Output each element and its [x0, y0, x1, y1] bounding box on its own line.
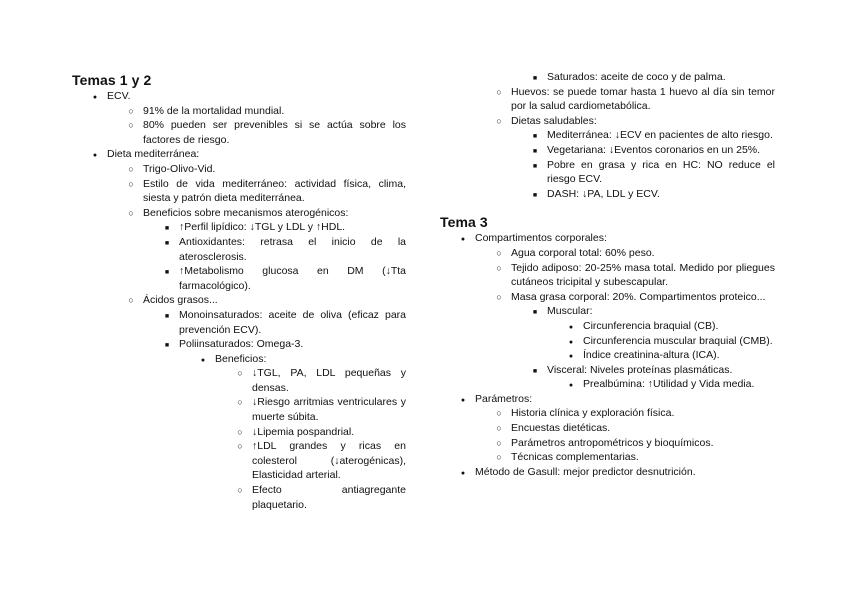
bullet-icon	[161, 264, 173, 281]
outline-item-text: Dietas saludables:	[511, 114, 597, 127]
outline-item-text: Pobre en grasa y rica en HC: NO reduce el riesgo ECV.	[547, 158, 775, 186]
outline-item-text: DASH: ↓PA, LDL y ECV.	[547, 187, 660, 200]
outline-item-level-2	[440, 436, 775, 451]
outline-item-level-3	[440, 158, 775, 187]
outline-item-text: Método de Gasull: mejor predictor desnutrición.	[475, 465, 696, 478]
outline-item-level-2	[440, 114, 775, 129]
outline-item-level-3	[440, 143, 775, 158]
bullet-icon	[457, 465, 469, 482]
outline-item-level-4	[440, 348, 775, 363]
bullet-icon	[493, 436, 505, 451]
bullet-icon	[493, 421, 505, 436]
outline-item-level-1	[72, 147, 406, 162]
outline-item-text: Parámetros:	[475, 392, 533, 405]
outline-item-text: Muscular:	[547, 305, 593, 318]
outline-item-level-3	[440, 363, 775, 378]
bullet-icon	[529, 187, 541, 204]
bullet-icon	[493, 406, 505, 421]
bullet-icon	[493, 450, 505, 465]
outline-item-level-3	[440, 70, 775, 85]
bullet-icon	[125, 293, 137, 308]
outline-item-text: Beneficios:	[215, 352, 267, 365]
outline-item-level-2	[72, 104, 406, 119]
left-outline-list	[72, 89, 406, 512]
outline-item-level-1	[440, 231, 775, 246]
outline-item-text: Saturados: aceite de coco y de palma.	[547, 71, 726, 83]
outline-item-text: Estilo de vida mediterráneo: actividad física, clima, siesta y patrón dieta mediterránea.	[143, 177, 406, 205]
outline-item-text: Prealbúmina: ↑Utilidad y Vida media.	[583, 378, 755, 391]
outline-item-text: ↑Perfil lipídico: ↓TGL y LDL y ↑HDL.	[179, 221, 346, 234]
outline-item-text: Circunferencia braquial (CB).	[583, 319, 719, 332]
bullet-icon	[125, 162, 137, 177]
outline-item-level-3	[72, 337, 406, 352]
outline-item-level-4	[72, 352, 406, 367]
outline-item-level-2	[440, 246, 775, 261]
outline-item-level-2	[440, 290, 775, 305]
outline-item-text: Mediterránea: ↓ECV en pacientes de alto riesgo.	[547, 129, 773, 142]
outline-item-text: Huevos: se puede tomar hasta 1 huevo al día sin temor por la salud cardiometabólica.	[511, 85, 775, 113]
outline-item-text: Parámetros antropométricos y bioquímicos.	[511, 436, 714, 449]
bullet-icon	[161, 235, 173, 252]
right-outline-list-continued	[440, 70, 775, 201]
outline-item-text: Dieta mediterránea:	[107, 148, 200, 161]
bullet-icon	[234, 439, 246, 454]
right-outline-list-tema-3	[440, 231, 775, 479]
outline-item-level-2	[72, 177, 406, 206]
outline-item-level-4	[440, 334, 775, 349]
bullet-icon	[234, 425, 246, 440]
outline-item-level-5	[72, 366, 406, 395]
outline-item-level-5	[72, 439, 406, 483]
right-column	[440, 70, 775, 479]
outline-item-text: ↑Metabolismo glucosa en DM (↓Tta farmacológico).	[179, 265, 406, 292]
outline-item-level-2	[440, 406, 775, 421]
outline-item-text: Índice creatinina-altura (ICA).	[583, 349, 720, 362]
outline-item-text: Trigo-Olivo-Vid.	[143, 162, 216, 175]
bullet-icon	[493, 85, 505, 100]
outline-item-level-4	[440, 377, 775, 392]
outline-item-text: ↓TGL, PA, LDL pequeñas y densas.	[252, 367, 406, 394]
bullet-icon	[493, 246, 505, 261]
outline-item-level-2	[440, 450, 775, 465]
bullet-icon	[234, 366, 246, 381]
bullet-icon	[493, 261, 505, 276]
outline-item-level-3	[72, 235, 406, 264]
bullet-icon	[493, 114, 505, 129]
outline-item-text: Masa grasa corporal: 20%. Compartimentos proteico...	[511, 290, 766, 303]
outline-item-level-2	[440, 421, 775, 436]
outline-item-level-1	[440, 465, 775, 480]
outline-item-level-5	[72, 425, 406, 440]
outline-item-text: ↓Lipemia pospandrial.	[252, 425, 355, 438]
outline-item-text: Ácidos grasos...	[143, 294, 218, 307]
outline-item-level-1	[72, 89, 406, 104]
bullet-icon	[234, 395, 246, 410]
outline-item-text: ↑LDL grandes y ricas en colesterol (↓aterogénicas), Elasticidad arterial.	[252, 440, 406, 482]
outline-item-level-2	[440, 85, 775, 114]
bullet-icon	[161, 308, 173, 325]
bullet-icon	[529, 158, 541, 175]
outline-item-level-2	[72, 162, 406, 177]
outline-item-level-3	[72, 308, 406, 337]
outline-item-level-2	[440, 261, 775, 290]
outline-item-level-4	[440, 319, 775, 334]
outline-item-level-2	[72, 118, 406, 147]
outline-item-level-5	[72, 395, 406, 424]
outline-item-text: Poliinsaturados: Omega-3.	[179, 338, 304, 351]
bullet-icon	[125, 206, 137, 221]
outline-item-text: Monoinsaturados: aceite de oliva (eficaz para prevención ECV).	[179, 308, 406, 336]
outline-item-text: Efecto antiagregante plaquetario.	[252, 484, 406, 511]
outline-item-level-2	[72, 206, 406, 221]
outline-item-level-1	[440, 392, 775, 407]
section-title-temas-1-2: Temas 1 y 2	[72, 72, 152, 88]
outline-item-text: Técnicas complementarias.	[511, 451, 639, 464]
bullet-icon	[125, 118, 137, 133]
outline-item-level-5	[72, 483, 406, 512]
outline-item-text: Circunferencia muscular braquial (CMB).	[583, 334, 773, 347]
outline-item-level-3	[72, 264, 406, 293]
outline-item-level-3	[440, 304, 775, 319]
section-title-tema-3: Tema 3	[440, 214, 488, 231]
bullet-icon	[493, 290, 505, 305]
outline-item-text: Tejido adiposo: 20-25% masa total. Medido por pliegues cutáneos tricipital y subescapular.	[511, 261, 775, 289]
outline-item-text: Antioxidantes: retrasa el inicio de la aterosclerosis.	[179, 235, 406, 263]
bullet-icon	[125, 104, 137, 119]
outline-item-text: Agua corporal total: 60% peso.	[511, 246, 655, 259]
outline-item-text: 91% de la mortalidad mundial.	[143, 104, 285, 117]
outline-item-text: Compartimentos corporales:	[475, 232, 607, 245]
outline-item-level-3	[440, 187, 775, 202]
outline-item-level-3	[440, 128, 775, 143]
outline-item-text: Visceral: Niveles proteínas plasmáticas.	[547, 363, 733, 376]
outline-item-text: Encuestas dietéticas.	[511, 422, 611, 435]
outline-item-text: Vegetariana: ↓Eventos coronarios en un 25%.	[547, 143, 761, 156]
left-column	[72, 71, 406, 512]
outline-item-text: 80% pueden ser prevenibles si se actúa sobre los factores de riesgo.	[143, 119, 406, 146]
bullet-icon	[234, 483, 246, 498]
outline-item-level-2	[72, 293, 406, 308]
outline-item-text: Beneficios sobre mecanismos aterogénicos:	[143, 206, 349, 219]
outline-item-level-3	[72, 220, 406, 235]
outline-item-text: Historia clínica y exploración física.	[511, 407, 675, 420]
outline-item-text: ECV.	[107, 90, 131, 102]
bullet-icon	[125, 177, 137, 192]
outline-item-text: ↓Riesgo arritmias ventriculares y muerte súbita.	[252, 396, 406, 424]
